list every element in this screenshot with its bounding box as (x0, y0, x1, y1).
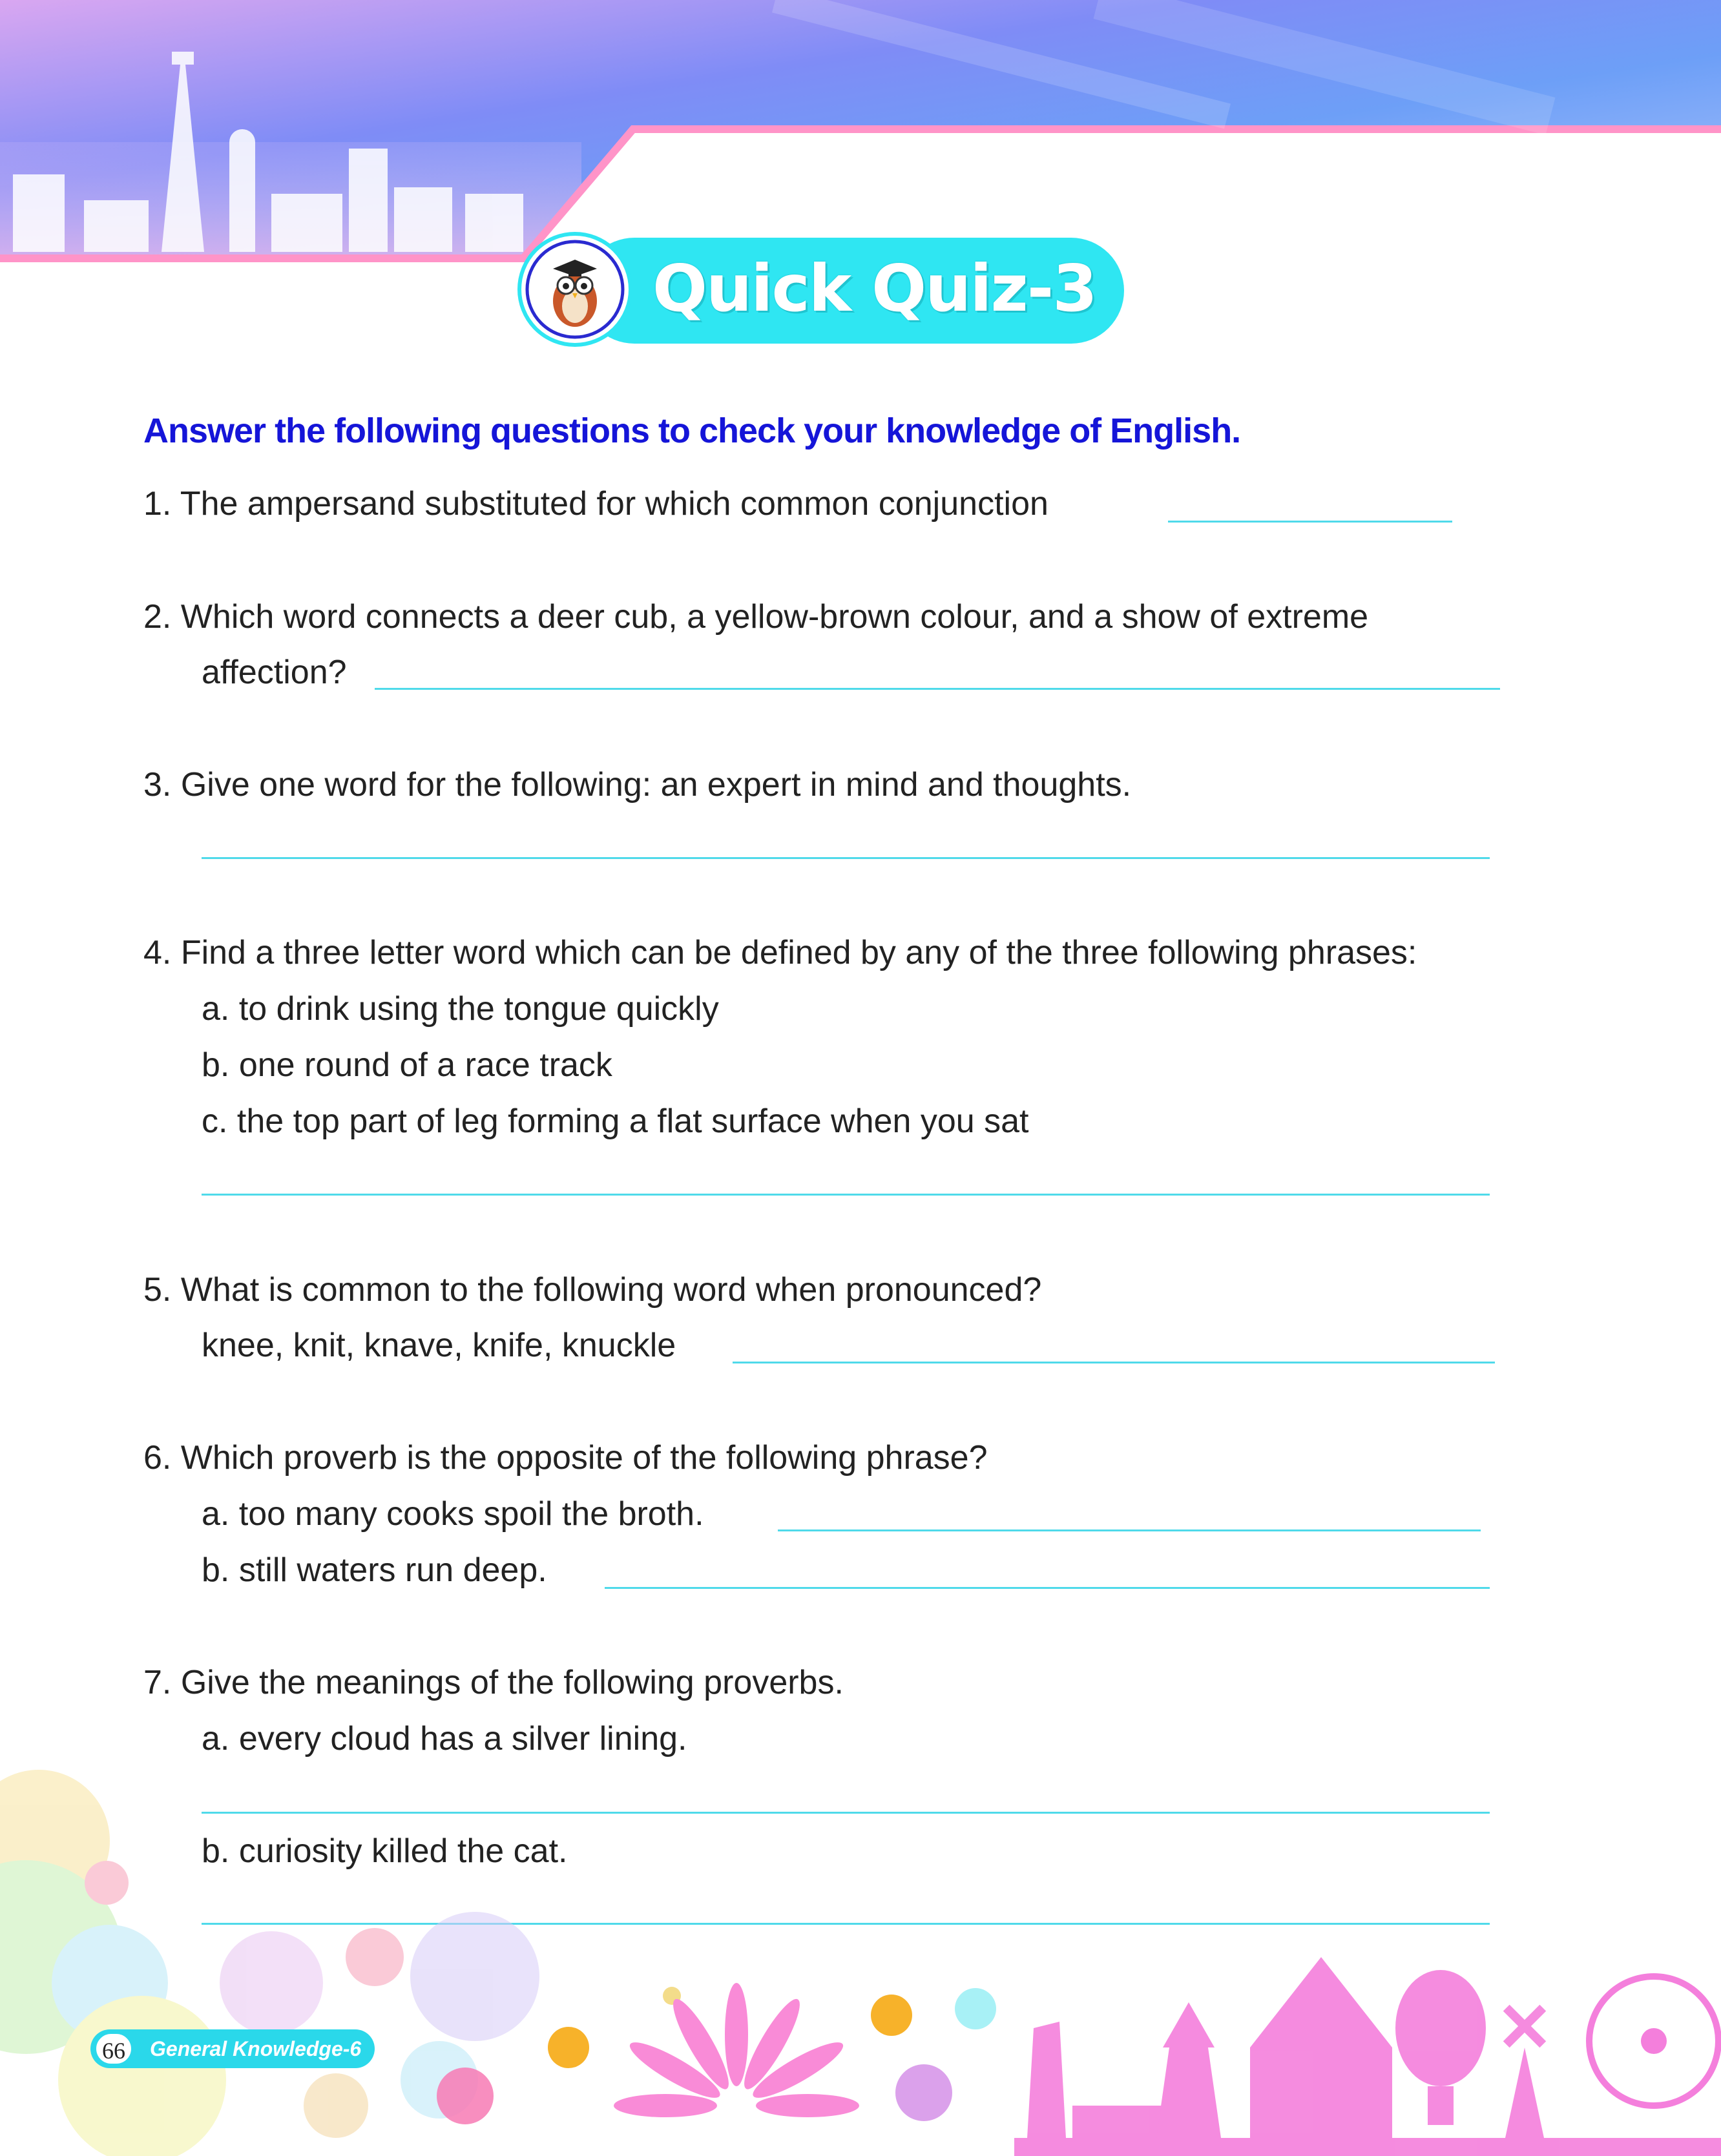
answer-line-6a[interactable] (778, 1529, 1481, 1531)
question-5-words: knee, knit, knave, knife, knuckle (202, 1327, 676, 1364)
page-title: Quick Quiz-3 (652, 251, 1096, 326)
question-5: 5. What is common to the following word when pronounced? (143, 1271, 1042, 1309)
question-2-continued: affection? (202, 654, 347, 691)
owl-mascot-icon (517, 231, 633, 347)
question-4-option-c: c. the top part of leg forming a flat surface when you sat (202, 1103, 1029, 1140)
question-6-option-b: b. still waters run deep. (202, 1551, 547, 1589)
header-banner (0, 0, 1721, 271)
question-3: 3. Give one word for the following: an expert in mind and thoughts. (143, 766, 1132, 803)
answer-line-3[interactable] (202, 857, 1490, 859)
question-7: 7. Give the meanings of the following proverbs. (143, 1664, 844, 1701)
answer-line-4[interactable] (202, 1194, 1490, 1196)
answer-line-6b[interactable] (605, 1587, 1490, 1589)
page-number: 66 (94, 2032, 133, 2066)
instruction-text: Answer the following questions to check your knowledge of English. (143, 411, 1241, 450)
footer-decoration (0, 1744, 1721, 2156)
answer-line-5[interactable] (733, 1362, 1495, 1363)
question-6-option-a: a. too many cooks spoil the broth. (202, 1495, 704, 1533)
question-4: 4. Find a three letter word which can be defined by any of the three following phrases: (143, 934, 1417, 971)
answer-line-2[interactable] (375, 688, 1500, 690)
flower-decoration-icon (614, 1983, 859, 2117)
question-6: 6. Which proverb is the opposite of the following phrase? (143, 1439, 988, 1477)
book-title: General Knowledge-6 (150, 2037, 362, 2060)
question-4-option-a: a. to drink using the tongue quickly (202, 990, 719, 1028)
answer-line-1[interactable] (1168, 521, 1452, 523)
question-4-option-b: b. one round of a race track (202, 1046, 612, 1084)
question-7-option-b: b. curiosity killed the cat. (202, 1832, 568, 1870)
question-7-option-a: a. every cloud has a silver lining. (202, 1720, 687, 1757)
question-2: 2. Which word connects a deer cub, a yellow-brown colour, and a show of extreme (143, 598, 1369, 636)
question-1: 1. The ampersand substituted for which common conjunction (143, 485, 1048, 523)
